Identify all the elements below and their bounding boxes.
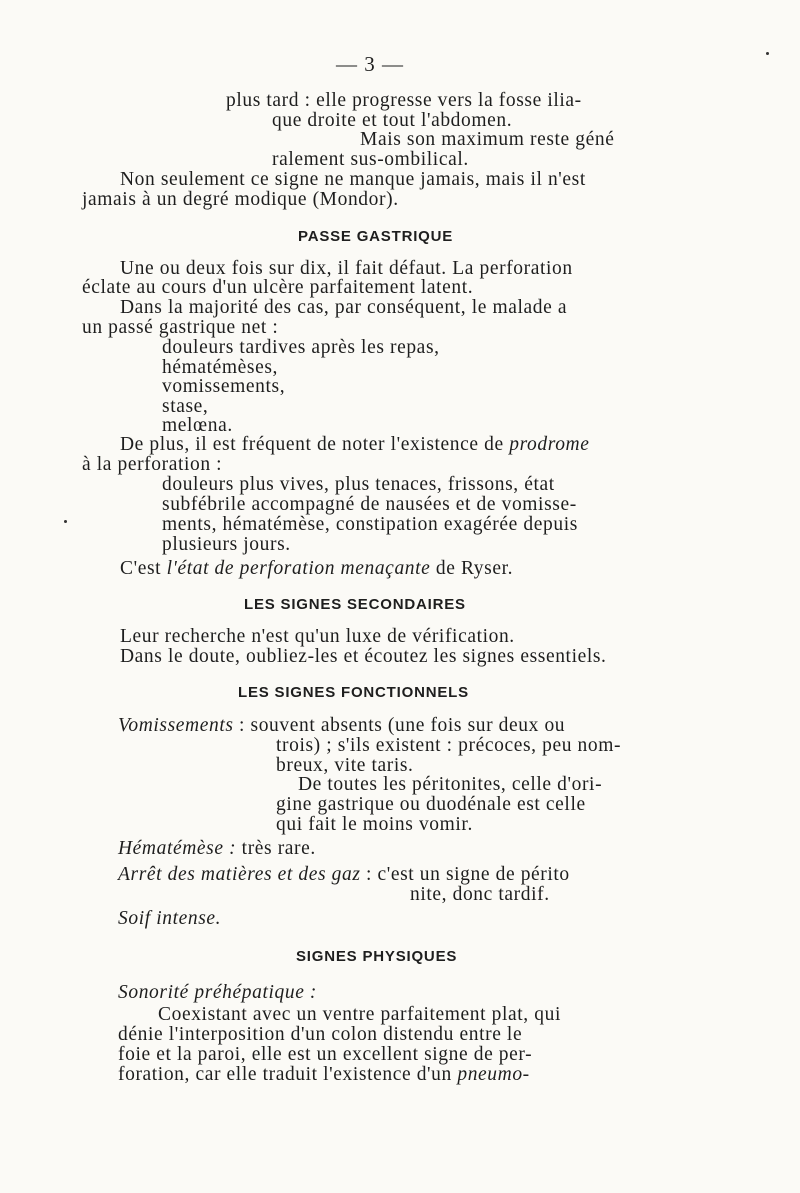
section-heading: LES SIGNES FONCTIONNELS [238, 684, 469, 701]
text-line: nite, donc tardif. [410, 884, 550, 905]
text-run: : c'est un signe de périto [360, 864, 570, 885]
text-run: très rare. [236, 838, 316, 859]
text-line: éclate au cours d'un ulcère parfaitement latent. [82, 277, 474, 298]
text-line [120, 558, 513, 580]
italic-term: prodrome [509, 434, 590, 455]
text-line [118, 864, 570, 886]
text-line: Dans la majorité des cas, par conséquent, le malade a [120, 297, 568, 318]
list-item: douleurs tardives après les repas, [162, 337, 440, 358]
text-line: dénie l'interposition d'un colon distendu entre le [118, 1024, 523, 1045]
text-line: ralement sus-ombilical. [272, 149, 469, 170]
text-line [120, 434, 590, 456]
list-item: douleurs plus vives, plus tenaces, frissons, état [162, 474, 555, 495]
text-line: Non seulement ce signe ne manque jamais, mais il n'est [120, 169, 586, 190]
list-item: melœna. [162, 415, 233, 436]
text-line: à la perforation : [82, 454, 223, 475]
italic-term: Hématémèse : [118, 838, 237, 859]
text-line: qui fait le moins vomir. [276, 814, 473, 835]
text-line: Sonorité préhépatique : [118, 982, 318, 1003]
page-number: — 3 — [336, 52, 404, 76]
section-heading: PASSE GASTRIQUE [298, 228, 454, 245]
italic-term: Arrêt des matières et des gaz [118, 864, 361, 885]
text-line: Leur recherche n'est qu'un luxe de vérification. [120, 626, 515, 647]
text-line [118, 1064, 530, 1086]
text-line: De toutes les péritonites, celle d'ori- [298, 774, 603, 795]
text-line: jamais à un degré modique (Mondor). [82, 189, 399, 210]
text-line: Coexistant avec un ventre parfaitement plat, qui [158, 1004, 561, 1025]
text-line: un passé gastrique net : [82, 317, 279, 338]
italic-term: pneumo- [457, 1064, 530, 1085]
text-run: C'est [120, 558, 167, 579]
list-item: ments, hématémèse, constipation exagérée depuis [162, 514, 578, 535]
list-item: stase, [162, 396, 209, 417]
text-line: Mais son maximum reste géné [360, 129, 615, 150]
list-item: hématémèses, [162, 357, 279, 378]
speck-mark [64, 520, 67, 523]
italic-term: l'état de perforation menaçante [166, 558, 431, 579]
list-item: subfébrile accompagné de nausées et de vomisse- [162, 494, 577, 515]
text-line: gine gastrique ou duodénale est celle [276, 794, 586, 815]
text-line: trois) ; s'ils existent : précoces, peu nom- [276, 735, 622, 756]
text-line: que droite et tout l'abdomen. [272, 110, 513, 131]
text-line: Une ou deux fois sur dix, il fait défaut. La perforation [120, 258, 573, 279]
text-run: : souvent absents (une fois sur deux ou [233, 715, 566, 736]
text-line [118, 838, 316, 860]
text-line: Dans le doute, oubliez-les et écoutez les signes essentiels. [120, 646, 607, 667]
italic-term: Vomissements [118, 715, 234, 736]
speck-mark [766, 52, 769, 55]
text-line: plus tard : elle progresse vers la fosse ilia- [226, 90, 582, 111]
list-item: vomissements, [162, 376, 286, 397]
text-run: foration, car elle traduit l'existence d'un [118, 1064, 458, 1085]
section-heading: LES SIGNES SECONDAIRES [244, 596, 466, 613]
text-line: foie et la paroi, elle est un excellent signe de per- [118, 1044, 533, 1065]
text-line: breux, vite taris. [276, 755, 414, 776]
list-item: plusieurs jours. [162, 534, 291, 555]
section-heading: SIGNES PHYSIQUES [296, 948, 458, 965]
text-run: de Ryser. [430, 558, 514, 579]
text-line: Soif intense. [118, 908, 222, 929]
text-run: De plus, il est fréquent de noter l'existence de [120, 434, 510, 455]
text-line [118, 715, 565, 737]
